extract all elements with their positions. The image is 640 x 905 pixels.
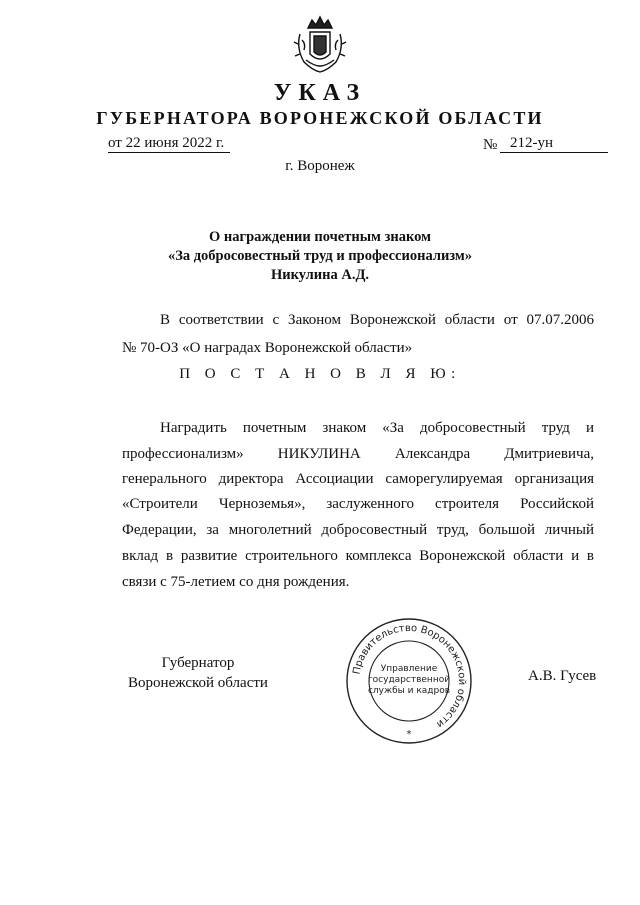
number-label: № (483, 137, 498, 153)
official-stamp (343, 615, 475, 747)
stamp-center-line-3: службы и кадров (367, 686, 451, 696)
decree-word: П О С Т А Н О В Л Я Ю: (179, 366, 461, 382)
subject-line-2: «За добросовестный труд и профессионализм» (167, 248, 473, 264)
basis-line-1: В соответствии с Законом Воронежской области от 07.07.2006 (160, 312, 594, 328)
body-line: профессионализм» НИКУЛИНА Александра Дмитриевича, (122, 446, 594, 462)
subject-line-3: Никулина А.Д. (270, 267, 370, 283)
subject-line-1: О награждении почетным знаком (209, 229, 431, 245)
document-number: 212-ун (500, 135, 608, 153)
signatory-position-line-2: Воронежской области (128, 675, 268, 691)
signatory-position-line-1: Губернатор (161, 655, 235, 671)
basis-line-2: № 70-ОЗ «О наградах Воронежской области» (122, 340, 413, 356)
document-subject (0, 228, 640, 285)
body-line: связи с 75-летием со дня рождения. (122, 574, 350, 590)
stamp-ring-text: Правительство Воронежской области (351, 622, 468, 730)
document-title: УКАЗ (273, 80, 367, 106)
document-subtitle: ГУБЕРНАТОРА ВОРОНЕЖСКОЙ ОБЛАСТИ (96, 108, 544, 128)
signatory-name: А.В. Гусев (528, 668, 597, 684)
signatory-position (108, 653, 288, 693)
document-date: от 22 июня 2022 г. (108, 135, 230, 153)
body-line: Наградить почетным знаком «За добросовестный труд и (160, 420, 594, 436)
body-line: Федерации, за многолетний добросовестный труд, большой личный (122, 522, 594, 538)
body-line: генерального директора Ассоциации саморегулируемая организация (122, 471, 594, 487)
city: г. Воронеж (285, 158, 355, 174)
coat-of-arms-emblem (292, 14, 348, 76)
body-line: «Строители Черноземья», заслуженного строителя Российской (122, 496, 594, 512)
stamp-center-line-2: государственной (367, 675, 451, 685)
stamp-star: * (406, 729, 412, 740)
stamp-center-line-1: Управление (380, 664, 438, 674)
body-line: вклад в развитие строительного комплекса Воронежской области и в (122, 548, 594, 564)
